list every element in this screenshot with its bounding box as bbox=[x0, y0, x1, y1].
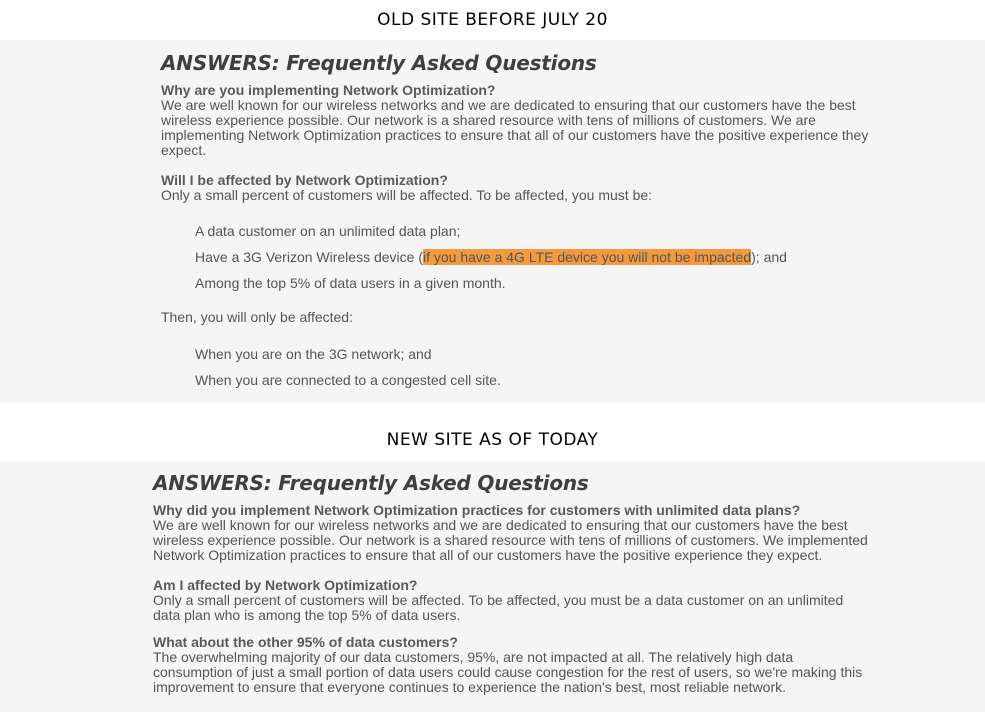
faq-title: ANSWERS: Frequently Asked Questions bbox=[153, 471, 589, 495]
question-why-implementing: Why are you implementing Network Optimization? bbox=[161, 82, 496, 98]
question-why-did-you-implement: Why did you implement Network Optimization practices for customers with unlimited data plans? bbox=[153, 502, 801, 518]
answer-line: improvement to ensure that everyone continues to experience the nation's best, most reliable network. bbox=[153, 679, 787, 695]
old-site-panel bbox=[0, 40, 985, 403]
then-text: Then, you will only be affected: bbox=[161, 309, 353, 325]
list-item-device bbox=[195, 249, 787, 265]
list-item-text: Have a 3G Verizon Wireless device ( bbox=[195, 249, 423, 265]
new-site-panel bbox=[0, 461, 985, 712]
list-item-text: ); and bbox=[751, 249, 787, 265]
answer-why-implementing bbox=[161, 98, 868, 158]
faq-title: ANSWERS: Frequently Asked Questions bbox=[161, 51, 597, 75]
answer-am-i-affected bbox=[153, 593, 843, 623]
answer-line: Network Optimization practices to ensure that all of our customers have the positive experience they expect. bbox=[153, 547, 823, 563]
question-other-95-percent: What about the other 95% of data customers? bbox=[153, 634, 458, 650]
answer-line: Only a small percent of customers will be affected. To be affected, you must be a data customer on an unlimited bbox=[153, 592, 844, 608]
answer-line: wireless experience possible. Our network is a shared resource with tens of millions of customers. We are bbox=[161, 112, 816, 128]
answer-will-i-be-affected: Only a small percent of customers will be affected. To be affected, you must be: bbox=[161, 187, 653, 203]
new-site-caption: NEW SITE AS OF TODAY bbox=[386, 430, 599, 450]
list-item: When you are on the 3G network; and bbox=[195, 346, 432, 362]
answer-line: We are well known for our wireless networks and we are dedicated to ensuring that our customers have the best bbox=[153, 517, 848, 533]
answer-line: expect. bbox=[161, 142, 207, 158]
answer-line: consumption of just a small portion of data users could cause congestion for the rest of users, so we're making this bbox=[153, 664, 863, 680]
question-will-i-be-affected: Will I be affected by Network Optimization? bbox=[161, 172, 448, 188]
answer-line: implementing Network Optimization practices to ensure that all of our customers have the positive experience they bbox=[161, 127, 869, 143]
answer-line: The overwhelming majority of our data customers, 95%, are not impacted at all. The relatively high data bbox=[153, 649, 794, 665]
old-site-caption: OLD SITE BEFORE JULY 20 bbox=[377, 10, 608, 30]
answer-line: We are well known for our wireless networks and we are dedicated to ensuring that our customers have the best bbox=[161, 97, 856, 113]
answer-other-95-percent bbox=[153, 650, 862, 695]
answer-why-did-you-implement bbox=[153, 518, 868, 563]
highlighted-text: if you have a 4G LTE device you will not be impacted bbox=[422, 249, 752, 265]
list-item: Among the top 5% of data users in a given month. bbox=[195, 275, 506, 291]
question-am-i-affected: Am I affected by Network Optimization? bbox=[153, 577, 418, 593]
answer-line: wireless experience possible. Our network is a shared resource with tens of millions of customers. We implemented bbox=[153, 532, 868, 548]
list-item: A data customer on an unlimited data plan; bbox=[195, 223, 461, 239]
list-item: When you are connected to a congested cell site. bbox=[195, 372, 501, 388]
answer-line: data plan who is among the top 5% of data users. bbox=[153, 607, 461, 623]
